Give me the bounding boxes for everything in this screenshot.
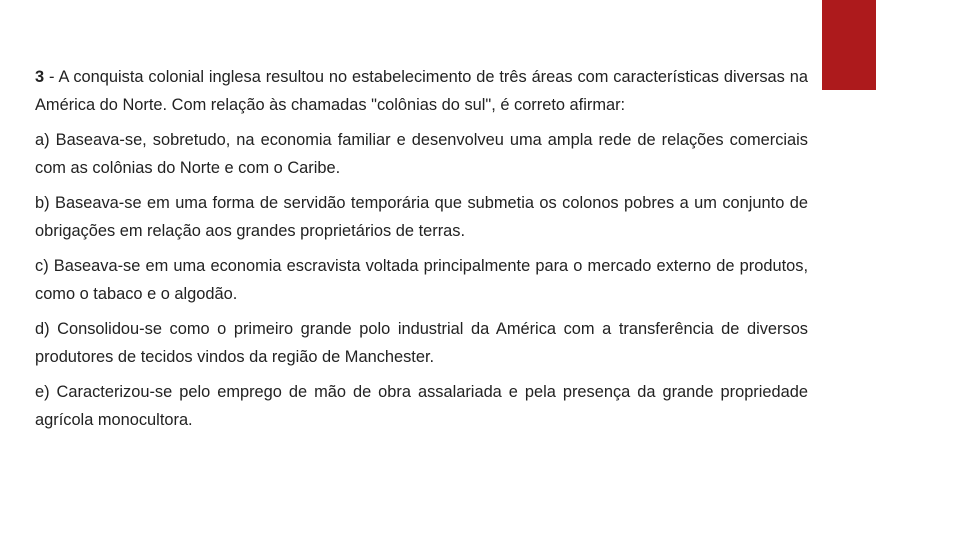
option-a: a) Baseava-se, sobretudo, na economia familiar e desenvolveu uma ampla rede de relações comerciais com as colônias do Norte e com o Caribe. (35, 131, 808, 177)
question-stem (35, 64, 808, 119)
question-number: 3 (35, 68, 45, 86)
question-text: - A conquista colonial inglesa resultou no estabelecimento de três áreas com características diversas na América do Norte. Com relação às chamadas "colônias do sul", é correto afirmar: (35, 68, 808, 114)
option-c: c) Baseava-se em uma economia escravista voltada principalmente para o mercado externo de produtos, como o tabaco e o algodão. (35, 257, 808, 303)
option-b: b) Baseava-se em uma forma de servidão temporária que submetia os colonos pobres a um conjunto de obrigações em relação aos grandes proprietários de terras. (35, 194, 808, 240)
option-d: d) Consolidou-se como o primeiro grande polo industrial da América com a transferência de diversos produtores de tecidos vindos da região de Manchester. (35, 320, 808, 366)
accent-bar (822, 0, 876, 90)
option-e: e) Caracterizou-se pelo emprego de mão de obra assalariada e pela presença da grande propriedade agrícola monocultora. (35, 383, 808, 429)
question-content (35, 64, 808, 442)
